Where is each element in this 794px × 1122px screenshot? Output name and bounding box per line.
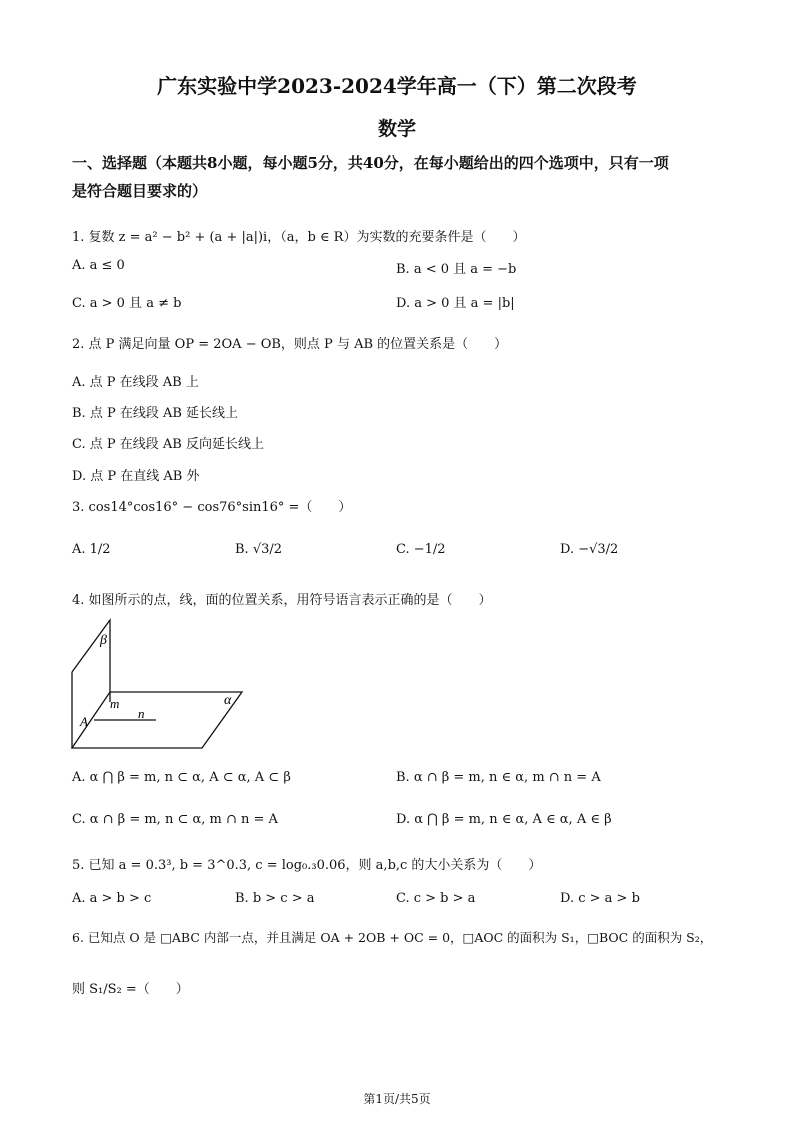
question-2-option-d: D. 点 P 在直线 AB 外	[72, 469, 200, 484]
label-beta: β	[100, 633, 107, 648]
question-2-option-c: C. 点 P 在线段 AB 反向延长线上	[72, 437, 264, 452]
question-3-option-a: A. 1/2	[72, 542, 111, 557]
question-1-text: 1. 复数 z = a² − b² + (a + |a|)i，（a，b ∈ R）为实数的充要条件是（ ）	[72, 230, 526, 245]
question-1-option-b: B. a < 0 且 a = −b	[396, 262, 517, 277]
question-4-option-c: C. α ∩ β = m, n ⊂ α, m ∩ n = A	[72, 812, 278, 827]
label-a: A	[80, 714, 88, 729]
question-3-text: 3. cos14°cos16° − cos76°sin16° =（ ）	[72, 500, 352, 515]
question-4-option-d: D. α ⋂ β = m, n ∈ α, A ∈ α, A ∈ β	[396, 812, 612, 827]
question-1-option-d: D. a > 0 且 a = |b|	[396, 296, 515, 311]
label-alpha: α	[224, 693, 232, 708]
question-5-option-a: A. a > b > c	[72, 891, 152, 906]
question-2-option-a: A. 点 P 在线段 AB 上	[72, 375, 199, 390]
question-4-text: 4. 如图所示的点，线，面的位置关系，用符号语言表示正确的是（ ）	[72, 593, 492, 608]
question-5-option-c: C. c > b > a	[396, 891, 476, 906]
exam-title: 广东实验中学2023-2024学年高一（下）第二次段考	[157, 74, 637, 98]
question-5-text: 5. 已知 a = 0.3³, b = 3^0.3, c = log₀.₃0.06，则 a,b,c 的大小关系为（ ）	[72, 858, 542, 873]
question-5-option-d: D. c > a > b	[560, 891, 640, 906]
page-footer: 第1页/共5页	[363, 1092, 431, 1106]
question-4-option-b: B. α ∩ β = m, n ∈ α, m ∩ n = A	[396, 770, 601, 785]
question-6-text: 6. 已知点 O 是 □ABC 内部一点，并且满足 OA + 2OB + OC = 0，□AOC 的面积为 S₁，□BOC 的面积为 S₂，	[72, 930, 713, 945]
question-6-text-continued: 则 S₁/S₂ =（ ）	[72, 982, 189, 997]
question-3-option-b: B. √3/2	[235, 542, 283, 557]
question-1-option-a: A. a ≤ 0	[72, 258, 125, 273]
label-n: n	[138, 706, 145, 721]
question-4-option-a: A. α ⋂ β = m, n ⊂ α, A ⊂ α, A ⊂ β	[72, 770, 291, 785]
question-3-option-d: D. −√3/2	[560, 542, 619, 557]
section-heading-line2: 是符合题目要求的）	[72, 182, 208, 200]
question-2-text: 2. 点 P 满足向量 OP = 2OA − OB，则点 P 与 AB 的位置关系是（ ）	[72, 337, 508, 352]
question-3-option-c: C. −1/2	[396, 542, 446, 557]
question-2-option-b: B. 点 P 在线段 AB 延长线上	[72, 406, 239, 421]
planes-figure	[66, 616, 256, 756]
section-heading-line1: 一、选择题（本题共8小题，每小题5分，共40分，在每小题给出的四个选项中，只有一项	[72, 154, 669, 172]
question-5-option-b: B. b > c > a	[235, 891, 315, 906]
label-m: m	[110, 696, 120, 711]
subject-title: 数学	[377, 118, 416, 140]
question-1-option-c: C. a > 0 且 a ≠ b	[72, 296, 182, 311]
